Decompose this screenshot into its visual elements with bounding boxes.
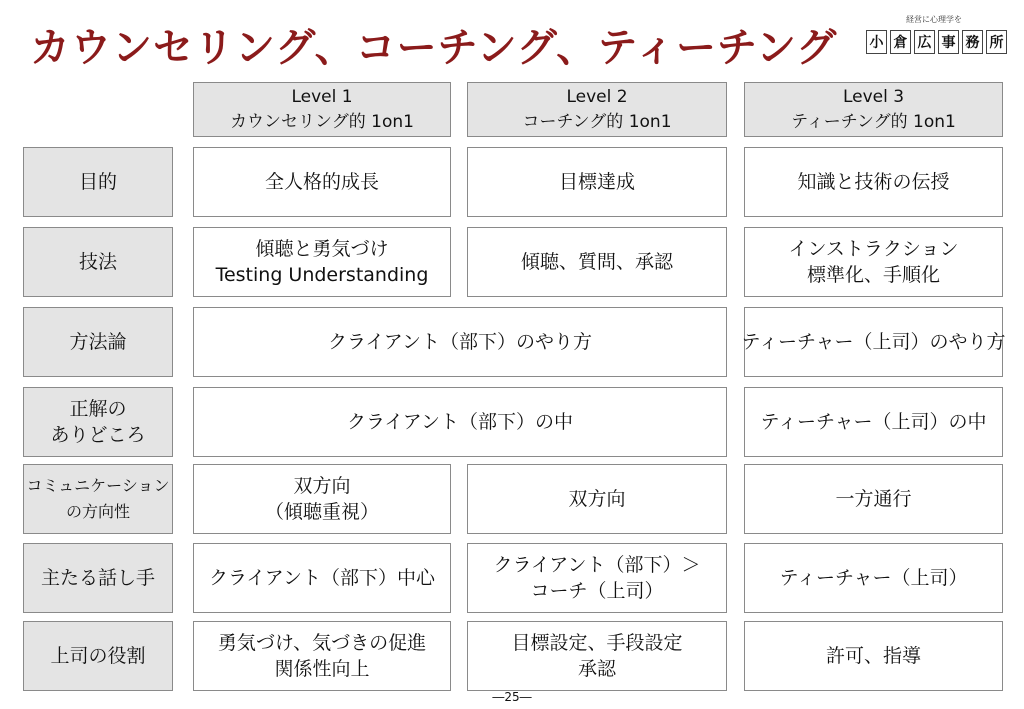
column-level: Level 2 bbox=[566, 86, 628, 107]
column-level: Level 3 bbox=[842, 86, 905, 107]
table-cell: 目標達成 bbox=[467, 147, 727, 217]
logo-char: 務 bbox=[962, 30, 983, 54]
table-cell: 知識と技術の伝授 bbox=[744, 147, 1003, 217]
office-logo bbox=[866, 14, 1002, 58]
logo-tagline: 経営に心理学を bbox=[906, 15, 962, 24]
row-header-purpose: 目的 bbox=[23, 147, 173, 217]
logo-char: 所 bbox=[986, 30, 1007, 54]
table-cell: 全人格的成長 bbox=[193, 147, 451, 217]
row-header-main-speaker: 主たる話し手 bbox=[23, 543, 173, 613]
page-title: カウンセリング、コーチング、ティーチング bbox=[30, 24, 838, 71]
table-cell: クライアント（部下）＞ コーチ（上司） bbox=[467, 543, 727, 613]
column-header-level2 bbox=[467, 82, 727, 137]
table-cell: 双方向 bbox=[467, 464, 727, 534]
row-header-methodology: 方法論 bbox=[23, 307, 173, 377]
column-label: ティーチング的 1on1 bbox=[791, 111, 956, 132]
page-number: ―25― bbox=[492, 690, 532, 704]
logo-char: 小 bbox=[866, 30, 887, 54]
column-header-level1 bbox=[193, 82, 451, 137]
table-cell: 勇気づけ、気づきの促進 関係性向上 bbox=[193, 621, 451, 691]
row-header-communication-direction: コミュニケーション の方向性 bbox=[23, 464, 173, 534]
table-cell-merged: クライアント（部下）の中 bbox=[193, 387, 727, 457]
column-label: カウンセリング的 1on1 bbox=[230, 111, 414, 132]
column-level: Level 1 bbox=[291, 86, 353, 107]
table-cell: ティーチャー（上司） bbox=[744, 543, 1003, 613]
table-cell: クライアント（部下）中心 bbox=[193, 543, 451, 613]
table-cell: 傾聴、質問、承認 bbox=[467, 227, 727, 297]
table-cell: 双方向 （傾聴重視） bbox=[193, 464, 451, 534]
table-cell: インストラクション 標準化、手順化 bbox=[744, 227, 1003, 297]
column-header-level3 bbox=[744, 82, 1003, 137]
logo-char: 事 bbox=[938, 30, 959, 54]
table-cell: 一方通行 bbox=[744, 464, 1003, 534]
table-cell: ティーチャー（上司）の中 bbox=[744, 387, 1003, 457]
row-header-boss-role: 上司の役割 bbox=[23, 621, 173, 691]
table-cell: 許可、指導 bbox=[744, 621, 1003, 691]
table-cell: 目標設定、手段設定 承認 bbox=[467, 621, 727, 691]
table-cell: ティーチャー（上司）のやり方 bbox=[744, 307, 1003, 377]
row-header-technique: 技法 bbox=[23, 227, 173, 297]
logo-char: 倉 bbox=[890, 30, 911, 54]
table-cell-merged: クライアント（部下）のやり方 bbox=[193, 307, 727, 377]
logo-char: 広 bbox=[914, 30, 935, 54]
row-header-answer-location: 正解の ありどころ bbox=[23, 387, 173, 457]
column-label: コーチング的 1on1 bbox=[522, 111, 672, 132]
table-cell: 傾聴と勇気づけ Testing Understanding bbox=[193, 227, 451, 297]
